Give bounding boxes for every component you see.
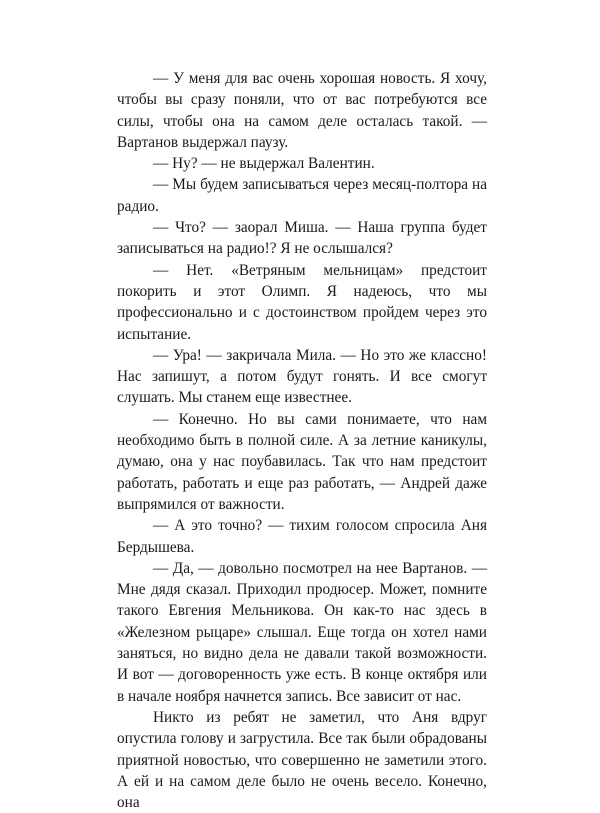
paragraph: — Что? — заорал Миша. — Наша группа будет записываться на радио!? Я не ослышался? [117, 219, 487, 258]
paragraph: — Да, — довольно посмотрел на нее Вартанов. — Мне дядя сказал. Приходил продюсер. Может, помните такого Евгения Мельникова. Он как-то нас здесь в «Железном рыцаре» слышал. Еще тогда он хотел нами заняться, но видно дела не давали такой возможности. И вот — договоренность уже есть. В конце октября или в начале ноября начнется запись. Все зависит от нас. [117, 559, 487, 705]
paragraph: — Нет. «Ветряным мельницам» предстоит покорить и этот Олимп. Я надеюсь, что мы профессионально и с достоинством пройдем через это испытание. [117, 261, 487, 343]
paragraph: — А это точно? — тихим голосом спросила Аня Бердышева. [117, 517, 487, 556]
paragraph: — Ну? — не выдержал Валентин. [153, 155, 375, 173]
paragraph: — Ура! — закричала Мила. — Но это же классно! Нас запишут, а потом будут гонять. И все смогут слушать. Мы станем еще известнее. [117, 346, 487, 407]
paragraph: — У меня для вас очень хорошая новость. Я хочу, чтобы вы сразу поняли, что от вас потребуются все силы, чтобы она на самом деле осталась такой. — Вартанов выдержал паузу. [117, 70, 487, 151]
paragraph: — Конечно. Но вы сами понимаете, что нам необходимо быть в полной силе. А за летние каникулы, думаю, она у нас поубавилась. Так что нам предстоит работать, работать и еще раз работать, — Андрей даже выпрямился от важности. [117, 410, 487, 513]
paragraph: Никто из ребят не заметил, что Аня вдруг опустила голову и загрустила. Все так были обрадованы приятной новостью, что совершенно не заметили этого. А ей и на самом деле было не очень весело. Конечно, она [117, 708, 487, 812]
book-page [117, 68, 487, 813]
paragraph: — Мы будем записываться через месяц-полтора на радио. [117, 176, 487, 215]
